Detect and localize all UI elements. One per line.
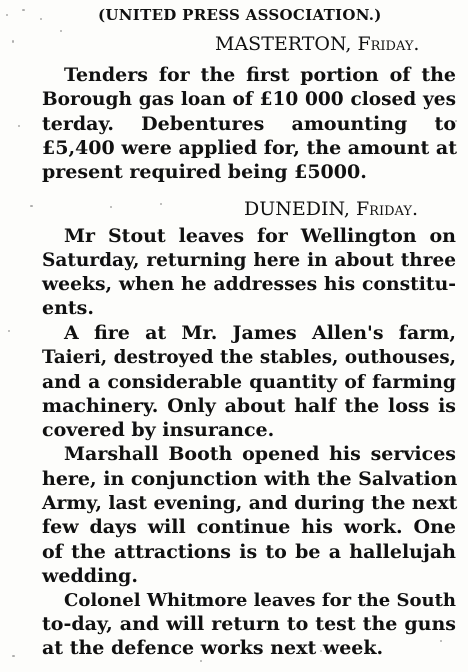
print-speck <box>160 203 162 205</box>
article-line: Mr Stout leaves for Wellington on <box>64 225 456 247</box>
article-line: Marshall Booth opened his services <box>64 443 456 465</box>
agency-heading: (UNITED PRESS ASSOCIATION.) <box>98 6 382 24</box>
article-line: present required being £5000. <box>42 161 367 183</box>
print-speck <box>30 205 33 207</box>
print-speck <box>6 14 8 16</box>
article-line: Army, last evening, and during the next <box>42 492 458 514</box>
print-speck <box>8 330 10 332</box>
article-line: Colonel Whitmore leaves for the South <box>64 590 456 611</box>
print-speck <box>440 640 442 642</box>
print-speck <box>22 9 25 11</box>
dateline-masterton: MASTERTON, Friday. <box>215 33 420 55</box>
article-line: weeks, when he addresses his constitu- <box>42 273 456 295</box>
article-line: A fire at Mr. James Allen's farm, <box>64 322 456 344</box>
print-speck <box>12 40 14 43</box>
article-line: Borough gas loan of £10 000 closed yes <box>42 89 456 110</box>
article-line: at the defence works next week. <box>42 637 384 659</box>
print-speck <box>18 125 20 127</box>
print-speck <box>60 30 62 32</box>
article-line: wedding. <box>42 565 138 587</box>
print-speck <box>40 18 42 20</box>
article-line: Taieri, destroyed the stables, outhouses, <box>42 347 456 368</box>
article-line: terday. Debentures amounting to <box>42 113 456 135</box>
article-line: of the attractions is to be a hallelujah <box>42 541 456 563</box>
print-speck <box>12 655 15 657</box>
dateline-dunedin: DUNEDIN, Friday. <box>244 198 418 220</box>
article-line: and a considerable quantity of farming <box>42 371 456 393</box>
article-line: covered by insurance. <box>42 419 275 441</box>
article-line: machinery. Only about half the loss is <box>42 395 456 417</box>
article-line: here, in conjunction with the Salvation <box>42 468 458 490</box>
article-line: to-day, and will return to test the guns <box>42 613 456 635</box>
article-line: ents. <box>42 297 94 319</box>
article-line: Saturday, returning here in about three <box>42 250 456 271</box>
article-line: few days will continue his work. One <box>42 516 456 538</box>
article-line: £5,400 were applied for, the amount at <box>42 137 457 159</box>
print-speck <box>200 660 202 662</box>
article-line: Tenders for the first portion of the <box>64 64 456 86</box>
print-speck <box>110 206 112 208</box>
